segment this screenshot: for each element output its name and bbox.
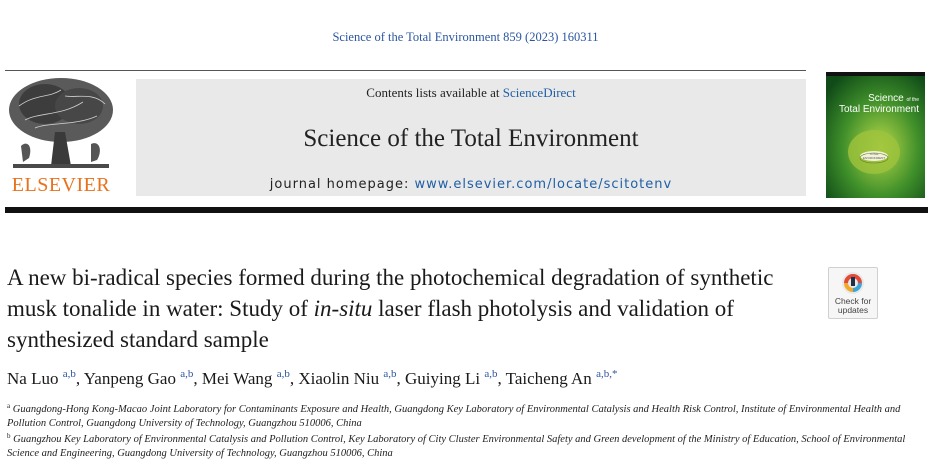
journal-homepage <box>136 177 806 192</box>
cover-title-line2: Total Environment <box>838 104 919 115</box>
journal-title[interactable]: Science of the Total Environment <box>303 125 639 152</box>
author-affiliation-mark[interactable]: a,b <box>383 368 397 380</box>
affiliation-mark: a <box>7 402 11 410</box>
affiliation-text: Guangzhou Key Laboratory of Environmental Catalysis and Pollution Control, Key Laboratory of City Cluster Environmental Safety and Green development of the Ministry of Education, School of Environmental Science and Engineering, Guangdong University of Technology, Guangzhou 510006, China <box>7 434 906 459</box>
author-separator: , <box>497 369 506 388</box>
author-item[interactable] <box>506 369 618 388</box>
cover-disc-label: TOTAL ENVIRONMENT <box>862 152 886 160</box>
homepage-prefix: journal homepage: <box>269 177 415 192</box>
homepage-link[interactable]: www.elsevier.com/locate/scitotenv <box>414 177 673 192</box>
check-for-updates-button[interactable] <box>828 267 878 319</box>
author-name[interactable]: Guiying Li <box>404 369 481 388</box>
author-name[interactable]: Yanpeng Gao <box>83 369 176 388</box>
author-separator: , <box>396 369 405 388</box>
author-affiliation-mark[interactable]: a,b <box>62 368 76 380</box>
cover-title <box>827 94 919 115</box>
author-item[interactable] <box>298 369 405 388</box>
author-name[interactable]: Taicheng An <box>505 369 592 388</box>
article-title-part1: A new bi-radical species formed during the photochemical degradation of synthetic musk tonalide in water: Study of <box>7 265 774 321</box>
author-item[interactable] <box>202 369 298 388</box>
journal-cover[interactable] <box>826 72 925 198</box>
cover-art-icon <box>826 72 925 198</box>
header-thick-rule <box>5 207 928 213</box>
affiliation-b <box>7 433 927 461</box>
crossmark-icon <box>829 269 877 297</box>
elsevier-logo[interactable] <box>5 76 135 196</box>
author-affiliation-mark[interactable]: a,b <box>484 368 498 380</box>
article-title-part2: laser flash photolysis and validation of synthesized standard sample <box>7 296 734 352</box>
author-list <box>7 369 927 389</box>
author-affiliation-letters[interactable]: a,b, <box>596 368 612 380</box>
affiliation-text: Guangdong-Hong Kong-Macao Joint Laboratory for Contaminants Exposure and Health, Guangdong Key Laboratory of Environmental Catalysis and Health Risk Control, Institute of Environmental Health and Pollution Control, Guangdong University of Technology, Guangzhou 510006, China <box>7 404 901 429</box>
author-name[interactable]: Na Luo <box>7 369 59 388</box>
contents-line <box>136 85 806 101</box>
author-separator: , <box>193 369 202 388</box>
author-name[interactable]: Xiaolin Niu <box>298 369 380 388</box>
elsevier-wordmark: ELSEVIER <box>11 174 111 196</box>
author-item[interactable] <box>405 369 506 388</box>
check-label-line1: Check for <box>834 296 872 306</box>
author-item[interactable] <box>84 369 202 388</box>
corresponding-author-icon[interactable]: * <box>611 368 618 380</box>
author-affiliation-mark[interactable]: a,b <box>276 368 290 380</box>
author-separator: , <box>75 369 84 388</box>
article-title-italic: in-situ <box>313 296 373 321</box>
author-name[interactable]: Mei Wang <box>201 369 273 388</box>
affiliation-a <box>7 403 927 431</box>
header-rule <box>5 70 806 71</box>
elsevier-tree-icon <box>5 76 117 174</box>
cover-of-the: of the <box>906 97 919 103</box>
author-affiliation-mark[interactable] <box>596 368 617 380</box>
article-title <box>7 262 807 355</box>
check-label-line2: updates <box>837 305 869 315</box>
author-item[interactable] <box>7 369 84 388</box>
check-for-updates-label <box>829 297 877 315</box>
affiliation-mark: b <box>7 432 11 440</box>
journal-banner <box>136 79 806 196</box>
journal-citation: Science of the Total Environment 859 (2023) 160311 <box>332 30 599 44</box>
sciencedirect-link[interactable]: ScienceDirect <box>502 85 576 100</box>
author-affiliation-mark[interactable]: a,b <box>180 368 194 380</box>
author-separator: , <box>289 369 299 388</box>
contents-prefix: Contents lists available at <box>366 85 503 100</box>
cover-science: Science <box>868 93 904 104</box>
